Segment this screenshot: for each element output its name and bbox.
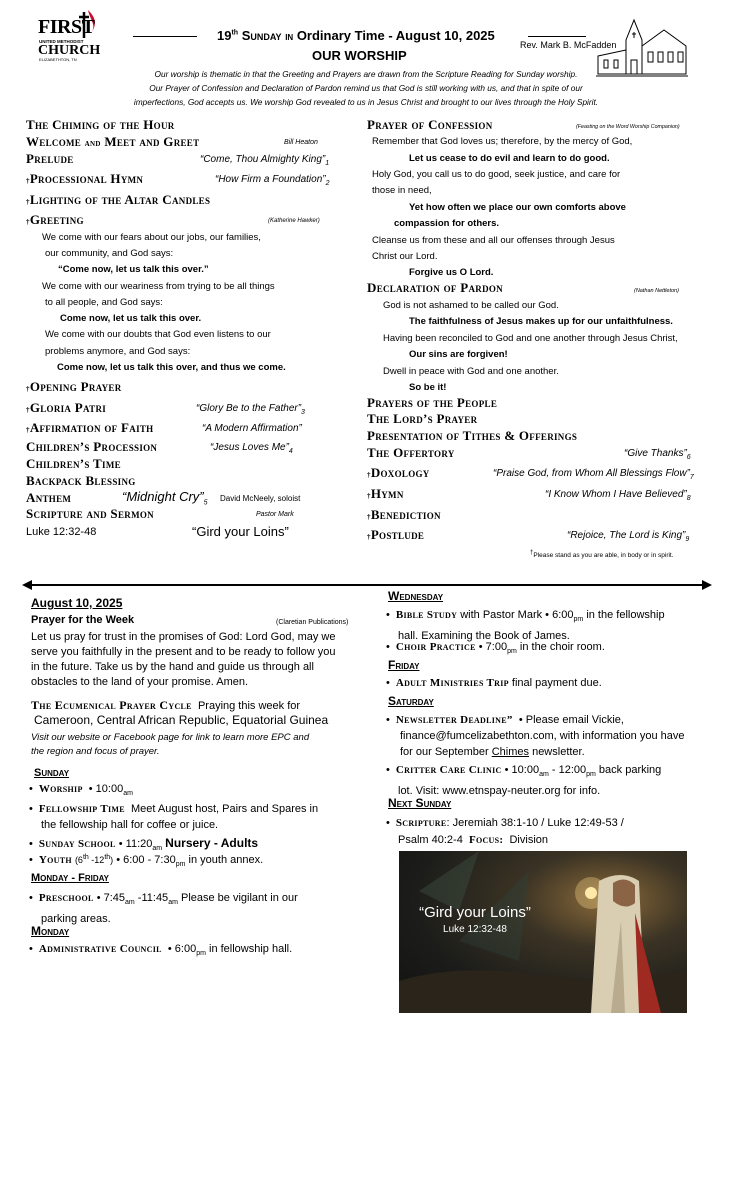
- hymn-title: “I Know Whom I Have $Believed”_8$: [545, 489, 691, 502]
- confession-label: Prayer of Confession: [367, 117, 493, 132]
- anthem-credit: David McNeely, soloist: [220, 494, 301, 503]
- friday-heading: Friday: [388, 658, 420, 672]
- ecumenical-line: The Ecumenical Prayer Cycle Praying this week for: [31, 698, 301, 712]
- logo-first: FIRST: [38, 16, 95, 38]
- pardon-line: Dwell in peace with God and one another.: [383, 366, 559, 377]
- pastor-name: Rev. Mark B. McFadden: [520, 40, 617, 50]
- sunday-heading: Sunday: [34, 767, 70, 779]
- affirmation-title: “A Modern Affirmation”: [202, 423, 302, 434]
- prayers-people: Prayers of the People: [367, 395, 498, 410]
- scripture-credit: Pastor Mark: [256, 511, 294, 518]
- processional-label: † Processional Hymn: [26, 171, 144, 186]
- gloria-label: † Gloria Patri: [26, 400, 107, 415]
- confession-response: Let us cease to do evil and learn to do good.: [409, 153, 610, 164]
- welcome-item: Welcome and Meet and Greet: [26, 134, 200, 149]
- next-sunday-heading: Next Sunday: [388, 796, 452, 810]
- greeting-line: We come with our fears about our jobs, our families,: [42, 232, 261, 243]
- worship-item: • Worship • $10:00_{am}$: [29, 783, 133, 797]
- procession-label: Children’s Procession: [26, 439, 158, 454]
- doxology-title: “Praise God, from Whom All Blessings $Flow”_7$: [493, 468, 694, 481]
- confession-line: Cleanse us from these and all our offenses through Jesus: [372, 235, 615, 246]
- offertory-title: “Give $Thanks”_6$: [624, 448, 691, 461]
- greeting-line: We come with our doubts that God even listens to our: [45, 329, 271, 340]
- lords-prayer: The Lord’s Prayer: [367, 411, 478, 426]
- greeting-response: Come now, let us talk this over, and thus we come.: [57, 362, 286, 373]
- confession-response: Forgive us O Lord.: [409, 267, 494, 278]
- anthem-label: Anthem: [26, 490, 72, 505]
- confession-response: compassion for others.: [394, 218, 500, 229]
- pardon-line: God is not ashamed to be called our God.: [383, 300, 559, 311]
- bible-study-item: • Bible Study with Pastor Mark • $6:00_{pm}$ in the fellowship hall. Examining the Book of James.: [386, 607, 665, 644]
- scripture-reference: Luke 12:32-48: [26, 526, 97, 538]
- image-title: “Gird your Loins”: [419, 904, 531, 921]
- confession-line: Christ our Lord.: [372, 251, 438, 262]
- gloria-title: “Glory Be to the $Father”_3$: [196, 403, 305, 416]
- confession-credit: (Feasting on the Word Worship Companion): [576, 124, 680, 130]
- hymn-label: † Hymn: [367, 486, 404, 501]
- welcome-credit: Bill Heaton: [284, 139, 318, 146]
- newsletter-item: • Newsletter Deadline” • Please email Vickie, finance@fumcelizabethton.com, with information you have for our September Chimes newsletter.: [386, 712, 684, 760]
- page-title: 19th Sunday in Ordinary Time - August 10, 2025: [217, 28, 495, 43]
- confession-response: Yet how often we place our own comforts above: [409, 202, 626, 213]
- greeting-line: to all people, and God says:: [45, 297, 163, 308]
- logo-city: ELIZABETHTON, TN: [39, 57, 77, 62]
- sunday-school-item: • Sunday School • $11:20_{am}$ Nursery - Adults: [29, 836, 258, 852]
- prelude-title: “Come, Thou Almighty $King”_1$: [200, 154, 330, 167]
- visit-note: Visit our website or Facebook page for link to learn more EPC and the region and focus of prayer.: [31, 732, 310, 757]
- doxology-label: † Doxology: [367, 465, 430, 480]
- section-divider: [22, 578, 712, 590]
- offertory-label: The Offertory: [367, 445, 455, 460]
- scripture-sermon: Scripture and Sermon: [26, 506, 154, 521]
- admin-council-item: • Administrative Council • $6:00_{pm}$ in fellowship hall.: [29, 943, 292, 957]
- chiming-hour: The Chiming of the Hour: [26, 117, 175, 132]
- lighting-candles: † Lighting of the Altar Candles: [26, 192, 211, 207]
- monday-friday-heading: Monday - Friday: [31, 872, 109, 884]
- procession-title: “Jesus Loves $Me”_4$: [210, 442, 293, 455]
- church-logo: [38, 8, 100, 60]
- saturday-heading: Saturday: [388, 694, 434, 708]
- confession-line: Remember that God loves us; therefore, by the mercy of God,: [372, 136, 633, 147]
- next-scripture-item: • Scripture: Jeremiah 38:1-10 / Luke 12:49-53 / Psalm 40:2-4 Focus: Division: [386, 815, 624, 849]
- benediction: † Benediction: [367, 507, 441, 522]
- monday-heading: Monday: [31, 924, 70, 938]
- prayer-credit: (Claretian Publications): [276, 619, 349, 626]
- pardon-response: So be it!: [409, 382, 447, 393]
- greeting-line: problems anymore, and God says:: [45, 346, 191, 357]
- backpack-blessing: Backpack Blessing: [26, 473, 136, 488]
- wednesday-heading: Wednesday: [388, 589, 444, 603]
- sermon-title: “Gird your Loins”: [192, 524, 289, 539]
- processional-title: “How Firm a $Foundation”_2$: [215, 174, 330, 187]
- page-subtitle: OUR WORSHIP: [312, 48, 407, 63]
- image-reference: Luke 12:32-48: [443, 924, 507, 935]
- preschool-item: • Preschool • $7:45_{am}$ $-11:45_{am}$ Please be vigilant in our parking areas.: [29, 890, 298, 927]
- ecumenical-countries: Cameroon, Central African Republic, Equatorial Guinea: [34, 713, 329, 727]
- greeting-line: our community, and God says:: [45, 248, 174, 259]
- prayer-week-heading: Prayer for the Week: [31, 614, 135, 626]
- affirmation-label: † Affirmation of Faith: [26, 420, 154, 435]
- pardon-response: The faithfulness of Jesus makes up for our unfaithfulness.: [409, 316, 673, 327]
- postlude-label: † Postlude: [367, 527, 425, 542]
- intro-text: Our worship is thematic in that the Greeting and Prayers are drawn from the Scripture Reading for Sunday worship. Our Prayer of Confession and Declaration of Pardon remind us that God is still working with us, and that in spite of our imperfections, God accepts us. We worship God revealed to us in Jesus Christ and brought to our lives through the Holy Spirit.: [133, 69, 599, 107]
- announcement-date: August 10, 2025: [31, 596, 123, 610]
- stand-note: †Please stand as you are able, in body or in spirit.: [530, 550, 674, 560]
- header-rule-left: [133, 36, 197, 37]
- confession-line: Holy God, you call us to do good, seek justice, and care for: [372, 169, 621, 180]
- greeting-label: † Greeting: [26, 212, 84, 227]
- pardon-credit: (Nathan Nettleton): [634, 288, 679, 294]
- fellowship-item: • Fellowship Time Meet August host, Pairs and Spares in the fellowship hall for coffee or juice.: [29, 801, 318, 833]
- logo-umc: UNITED METHODIST: [39, 39, 84, 44]
- greeting-response: Come now, let us talk this over.: [60, 313, 202, 324]
- youth-item: • Youth (6th -12th) • 6:00 - $7:30_{pm}$ in youth annex.: [29, 854, 263, 868]
- pardon-response: Our sins are forgiven!: [409, 349, 508, 360]
- critter-clinic-item: • Critter Care Clinic • $10:00_{am}$ - $12:00_{pm}$ back parking lot. Visit: www.etnspay-neuter.org for info.: [386, 762, 661, 799]
- adult-trip-item: • Adult Ministries Trip final payment due.: [386, 677, 602, 689]
- postlude-title: “Rejoice, The Lord is $King”_9$: [567, 530, 690, 543]
- pardon-line: Having been reconciled to God and one another through Jesus Christ,: [383, 333, 678, 344]
- prelude-label: Prelude: [26, 151, 74, 166]
- presentation-tithes: Presentation of Tithes & Offerings: [367, 428, 578, 443]
- confession-line: those in need,: [372, 185, 432, 196]
- pardon-label: Declaration of Pardon: [367, 280, 503, 295]
- childrens-time: Children’s Time: [26, 456, 121, 471]
- sermon-image: [399, 851, 687, 1013]
- opening-prayer: † Opening Prayer: [26, 379, 122, 394]
- prayer-text: Let us pray for trust in the promises of God: Lord God, may we serve you faithfully in the present and to be ready to follow you in the future. Take us by the hand and guide us through all obstacles to the land of your promise. Amen.: [31, 631, 336, 688]
- greeting-line: We come with our weariness from trying to be all things: [42, 281, 275, 292]
- logo-church: CHURCH: [38, 43, 101, 58]
- choir-practice-item: • Choir Practice • $7:00_{pm}$ in the choir room.: [386, 641, 605, 655]
- double-arrow-icon: [22, 579, 712, 591]
- header-rule-right: [528, 36, 586, 37]
- greeting-response: “Come now, let us talk this over.”: [58, 264, 209, 275]
- greeting-credit: (Katherine Hawker): [268, 218, 320, 224]
- anthem-title: “Midnight $Cry”_5$: [122, 489, 208, 507]
